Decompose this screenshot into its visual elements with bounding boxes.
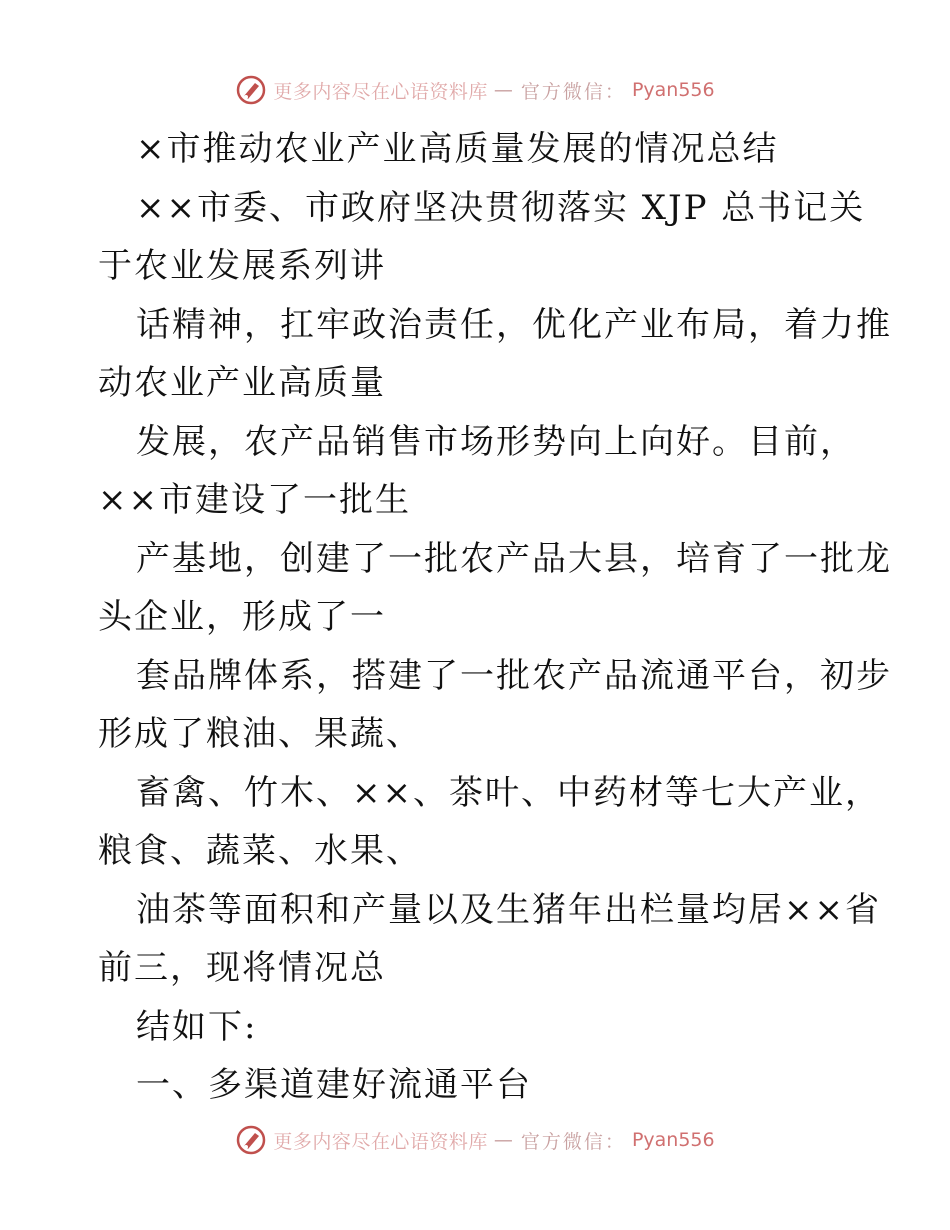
paragraph-line: 油茶等面积和产量以及生猪年出栏量均居××省	[136, 889, 881, 930]
paragraph-line: 话精神，扛牢政治责任，优化产业布局，着力推	[136, 304, 892, 345]
paragraph-line: 形成了粮油、果蔬、	[98, 714, 422, 754]
watermark-header	[0, 70, 950, 110]
paragraph-line: 动农业产业高质量	[98, 363, 386, 403]
document-title: ×市推动农业产业高质量发展的情况总结	[136, 129, 779, 169]
paragraph-line: 产基地，创建了一批农产品大县，培育了一批龙	[136, 538, 892, 579]
watermark-handle: Pyan556	[631, 79, 715, 101]
paragraph-line: 畜禽、竹木、××、茶叶、中药材等七大产业，	[136, 772, 881, 813]
watermark-text: 更多内容尽在心语资料库	[273, 1130, 488, 1153]
paragraph-line: 前三，现将情况总	[98, 948, 386, 988]
paragraph-line: ××市建设了一批生	[98, 480, 411, 520]
watermark-handle: Pyan556	[631, 1129, 715, 1151]
paragraph-line: 发展，农产品销售市场形势向上向好。目前，	[136, 421, 856, 462]
watermark-footer	[0, 1120, 950, 1160]
document-body	[98, 120, 892, 1115]
watermark-brand: 官方微信：	[520, 1130, 626, 1153]
watermark-brand: 官方微信：	[520, 80, 626, 103]
watermark-separator: —	[493, 79, 515, 101]
brush-pen-seal-icon	[235, 74, 267, 106]
paragraph-line: 头企业，形成了一	[98, 597, 386, 637]
watermark-text: 更多内容尽在心语资料库	[273, 80, 488, 103]
brush-pen-seal-icon	[235, 1124, 267, 1156]
watermark-separator: —	[493, 1129, 515, 1151]
paragraph-line: ××市委、市政府坚决贯彻落实 XJP 总书记关	[136, 187, 866, 228]
section-heading: 一、多渠道建好流通平台	[136, 1065, 532, 1105]
paragraph-line: 于农业发展系列讲	[98, 246, 386, 286]
paragraph-line: 结如下:	[136, 1006, 258, 1047]
paragraph-line: 粮食、蔬菜、水果、	[98, 831, 422, 871]
paragraph-line: 套品牌体系，搭建了一批农产品流通平台，初步	[136, 655, 892, 696]
